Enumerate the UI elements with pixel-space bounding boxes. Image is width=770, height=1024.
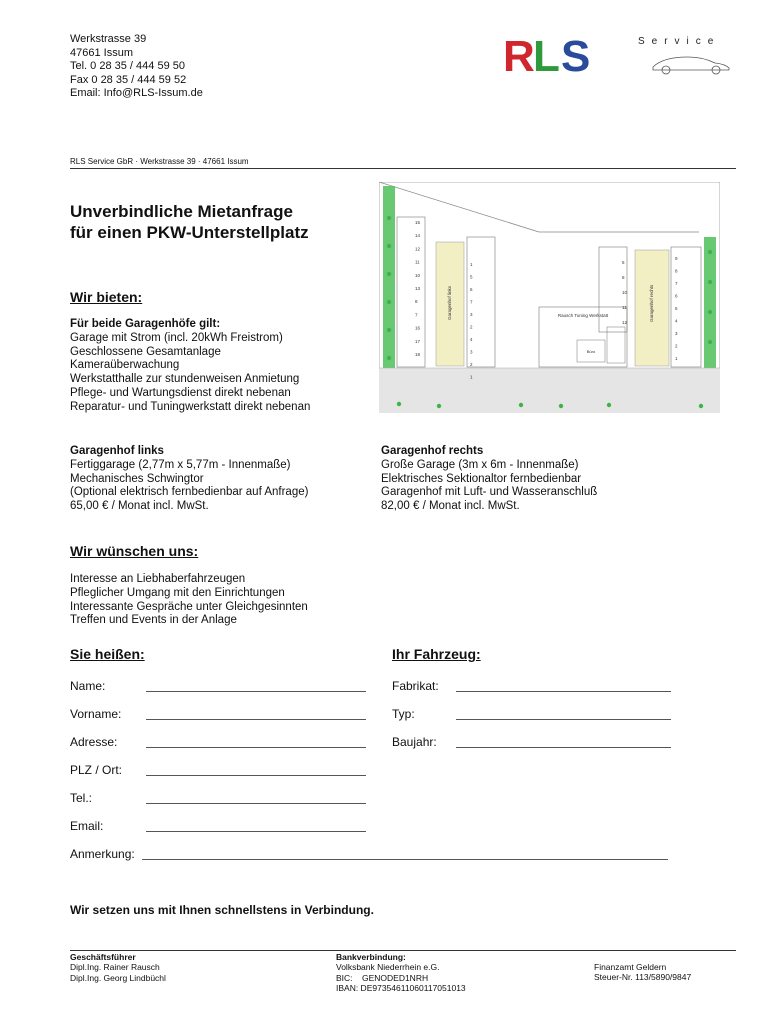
plan-slot-number-left: 17 [415, 338, 421, 344]
address-street: Werkstrasse 39 [70, 33, 147, 45]
year-field[interactable] [456, 747, 671, 748]
plan-slot-number-middle: 2 [470, 362, 473, 367]
garage-left-item: Fertiggarage (2,77m x 5,77m - Innenmaße) [70, 458, 291, 471]
garage-left-item: (Optional elektrisch fernbedienbar auf Anfrage) [70, 486, 309, 499]
plan-slot-number-inner: 12 [622, 320, 628, 325]
zip-city-field[interactable] [146, 775, 366, 776]
plan-court-right-label: Garagenhof rechts [649, 284, 654, 322]
plan-slot-number-right: 2 [675, 343, 678, 349]
address-fax: Fax 0 28 35 / 444 59 52 [70, 73, 187, 86]
offer-item: Kameraüberwachung [70, 359, 180, 372]
plan-slot-number-left: 18 [415, 352, 421, 357]
rls-service-logo [503, 33, 733, 75]
wish-item: Treffen und Events in der Anlage [70, 614, 237, 627]
vehicle-heading: Ihr Fahrzeug: [392, 646, 481, 662]
svg-text:L: L [533, 33, 560, 75]
name-label: Name: [70, 679, 106, 693]
address-city: 47661 Issum [70, 46, 133, 59]
garage-left-price: 65,00 € / Monat incl. MwSt. [70, 500, 209, 513]
plan-slot-number-right: 8 [675, 268, 678, 274]
footer-divider [70, 950, 736, 951]
sender-address [70, 33, 203, 101]
header-divider [70, 168, 736, 169]
svg-text:S: S [561, 33, 591, 75]
plan-slot-number-right: 9 [675, 256, 678, 261]
address-email: Email: Info@RLS-Issum.de [70, 87, 203, 100]
plan-slot-number-middle: 1 [470, 374, 473, 380]
offer-item: Geschlossene Gesamtanlage [70, 345, 221, 358]
phone-field[interactable] [146, 803, 366, 804]
plan-slot-number-left: 16 [415, 325, 421, 331]
make-field[interactable] [456, 691, 671, 692]
return-address-line: RLS Service GbR · Werkstrasse 39 · 47661 Issum [70, 157, 249, 166]
plan-slot-number-inner: 11 [622, 305, 627, 310]
plan-slot-number-right: 7 [675, 281, 678, 286]
closing-text: Wir setzen uns mit Ihnen schnellstens in Verbindung. [70, 903, 374, 917]
email-label: Email: [70, 819, 104, 833]
car-outline-icon [653, 57, 729, 74]
plan-slot-number-middle: 3 [470, 349, 473, 355]
footer-bank: Bankverbindung: Volksbank Niederrhein e.G. BIC: GENODED1NRH IBAN: DE97354611060117051013 [336, 952, 466, 994]
plan-slot-number-inner: 6 [622, 260, 625, 265]
garage-right-item: Elektrisches Sektionaltor fernbedienbar [381, 472, 582, 485]
plan-slot-number-left: 15 [415, 220, 421, 225]
plan-slot-number-right: 1 [675, 356, 678, 361]
plan-slot-number-left: 13 [415, 286, 421, 291]
plan-slot-number-right: 5 [675, 306, 678, 311]
logo-service-text: Service [638, 36, 721, 47]
plan-slot-number-left: 10 [415, 272, 421, 278]
footer-tax: Finanzamt Geldern Steuer-Nr. 113/5890/9847 [594, 962, 692, 983]
garage-right-item: Garagenhof mit Luft- und Wasseranschluß [381, 486, 598, 499]
make-label: Fabrikat: [392, 679, 439, 693]
plan-slot-number-right: 4 [675, 318, 678, 324]
plan-slot-number-right: 6 [675, 293, 678, 299]
plan-slot-number-left: 11 [415, 259, 420, 265]
footer-management: Geschäftsführer Dipl.Ing. Rainer Rausch Dipl.Ing. Georg Lindbüchl [70, 952, 166, 983]
firstname-label: Vorname: [70, 707, 122, 721]
plan-slot-number-inner: 8 [622, 275, 625, 280]
page-title: Unverbindliche Mietanfrage für einen PKW-Unterstellplatz [70, 202, 309, 242]
plan-slot-number-middle: 3 [470, 312, 473, 317]
plan-slot-number-middle: 2 [470, 324, 473, 330]
offer-heading: Wir bieten: [70, 289, 143, 305]
plan-slot-number-left: 7 [415, 312, 418, 318]
offer-item: Werkstatthalle zur stundenweisen Anmietung [70, 373, 300, 386]
wish-item: Pfleglicher Umgang mit den Einrichtungen [70, 586, 285, 599]
site-plan [379, 182, 720, 413]
plan-slot-number-right: 3 [675, 331, 678, 336]
plan-workshop-label: Rausch Tuning Werkstatt [557, 313, 609, 318]
garage-left-block [70, 445, 308, 514]
plan-slot-number-middle: 1 [470, 262, 473, 267]
plan-slot-number-middle: 7 [470, 299, 473, 305]
remark-label: Anmerkung: [70, 847, 135, 861]
offer-item: Garage mit Strom (incl. 20kWh Freistrom) [70, 331, 283, 344]
offer-item: Pflege- und Wartungsdienst direkt nebenan [70, 386, 291, 399]
plan-slot-number-left: 12 [415, 246, 421, 252]
plan-slot-number-left: 14 [415, 233, 421, 239]
garage-left-item: Mechanisches Schwingtor [70, 472, 204, 485]
garage-right-block [381, 445, 597, 514]
plan-office-label: Büro [586, 349, 596, 354]
wishes-list [70, 573, 308, 628]
plan-slot-number-left: 8 [415, 299, 418, 305]
address-field[interactable] [146, 747, 366, 748]
firstname-field[interactable] [146, 719, 366, 720]
offer-list [70, 318, 310, 415]
phone-label: Tel.: [70, 791, 93, 805]
plan-slot-number-middle: 5 [470, 274, 473, 280]
offer-subheading: Für beide Garagenhöfe gilt: [70, 318, 221, 330]
type-field[interactable] [456, 719, 671, 720]
address-label: Adresse: [70, 735, 118, 749]
wish-item: Interessante Gespräche unter Gleichgesinnten [70, 600, 308, 613]
year-label: Baujahr: [392, 735, 437, 749]
garage-left-title: Garagenhof links [70, 445, 164, 457]
address-phone: Tel. 0 28 35 / 444 59 50 [70, 60, 185, 73]
zip-city-label: PLZ / Ort: [70, 763, 123, 777]
plan-slot-number-middle: 4 [470, 337, 473, 342]
plan-court-left-label: Garagenhof links [447, 285, 452, 320]
name-field[interactable] [146, 691, 366, 692]
type-label: Typ: [392, 707, 415, 721]
wishes-heading: Wir wünschen uns: [70, 543, 199, 559]
garage-right-price: 82,00 € / Monat incl. MwSt. [381, 500, 520, 513]
offer-item: Reparatur- und Tuningwerkstatt direkt nebenan [70, 400, 311, 413]
personal-heading: Sie heißen: [70, 646, 145, 662]
remark-field[interactable] [142, 859, 668, 860]
plan-slot-number-middle: 6 [470, 287, 473, 292]
plan-slot-number-inner: 10 [622, 290, 628, 295]
svg-text:R: R [503, 33, 535, 75]
email-field[interactable] [146, 831, 366, 832]
garage-right-item: Große Garage (3m x 6m - Innenmaße) [381, 458, 579, 471]
wish-item: Interesse an Liebhaberfahrzeugen [70, 573, 246, 585]
garage-right-title: Garagenhof rechts [381, 445, 484, 457]
